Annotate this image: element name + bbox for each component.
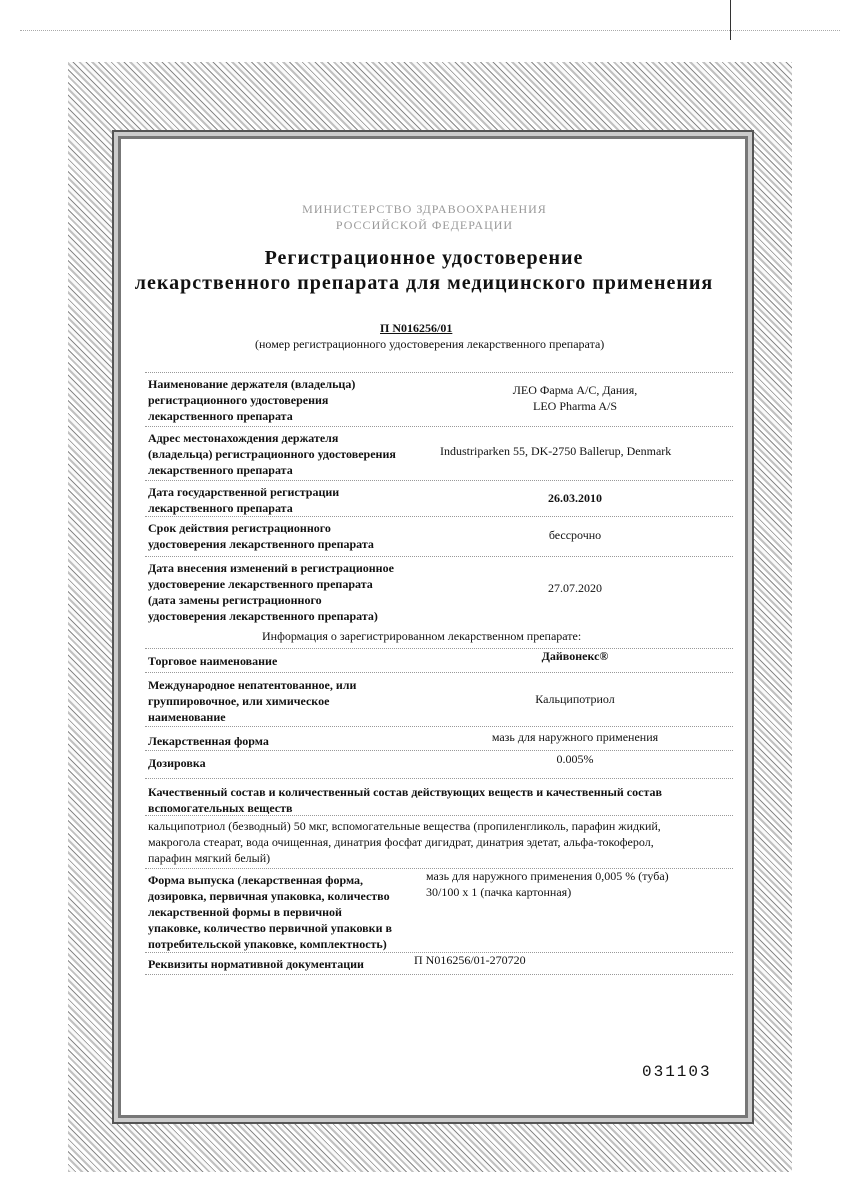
ministry-name: МИНИСТЕРСТВО ЗДРАВООХРАНЕНИЯ	[302, 202, 547, 216]
divider	[145, 672, 733, 673]
divider	[145, 556, 733, 557]
trade-name-label: Торговое наименование	[148, 654, 278, 668]
change-date-label: Дата внесения изменений в регистрационное удостоверение лекарственного препарата (дата замены регистрационного удостоверения лекарственного препарата)	[148, 561, 394, 623]
divider	[145, 778, 733, 779]
inn-value: Кальципотриол	[535, 692, 615, 706]
ministry-country: РОССИЙСКОЙ ФЕДЕРАЦИИ	[335, 218, 514, 232]
dosage-value: 0.005%	[556, 752, 594, 766]
divider	[145, 815, 733, 816]
inn-label: Международное непатентованное, или группировочное, или химическое наименование	[148, 678, 357, 724]
requisites-label: Реквизиты нормативной документации	[148, 957, 364, 971]
scan-edge-line	[730, 0, 731, 40]
info-header: Информация о зарегистрированном лекарственном препарате:	[262, 629, 582, 643]
address-value: Industriparken 55, DK-2750 Ballerup, Denmark	[440, 444, 672, 458]
divider	[145, 516, 733, 517]
validity-label: Срок действия регистрационного удостоверения лекарственного препарата	[148, 521, 374, 551]
scan-noise-line	[20, 30, 840, 31]
release-form-value: мазь для наружного применения 0,005 % (туба) 30/100 х 1 (пачка картонная)	[426, 869, 669, 899]
composition-heading: Качественный состав и количественный состав действующих веществ и качественный состав вспомогательных веществ	[148, 785, 662, 815]
registration-number: П N016256/01	[380, 321, 453, 335]
doc-title-line2: лекарственного препарата для медицинского применения	[134, 272, 714, 294]
holder-label: Наименование держателя (владельца) регистрационного удостоверения лекарственного препарата	[148, 377, 356, 423]
address-label: Адрес местонахождения держателя (владельца) регистрационного удостоверения лекарственного препарата	[148, 431, 396, 477]
validity-value: бессрочно	[548, 528, 602, 542]
divider	[145, 426, 733, 427]
divider	[145, 480, 733, 481]
dosage-form-value: мазь для наружного применения	[491, 730, 659, 744]
requisites-value: П N016256/01-270720	[414, 953, 526, 967]
dosage-label: Дозировка	[148, 756, 206, 770]
dosage-form-label: Лекарственная форма	[148, 734, 269, 748]
change-date-value: 27.07.2020	[548, 581, 602, 595]
serial-number: 031103	[642, 1063, 712, 1081]
composition-text: кальципотриол (безводный) 50 мкг, вспомогательные вещества (пропиленгликоль, парафин жидкий, макрогола стеарат, вода очищенная, динатрия фосфат дигидрат, динатрия эдетат, альфа-токоферол, парафин мягкий белый)	[148, 819, 661, 865]
trade-name-value: Дайвонекс®	[541, 649, 609, 663]
divider	[145, 726, 733, 727]
release-form-label: Форма выпуска (лекарственная форма, дозировка, первичная упаковка, количество лекарственной формы в первичной упаковке, количество первичной упаковки в потребительской упаковке, комплектность)	[148, 873, 392, 951]
registration-date-label: Дата государственной регистрации лекарственного препарата	[148, 485, 340, 515]
divider	[145, 974, 733, 975]
doc-title-line1: Регистрационное удостоверение	[264, 247, 584, 269]
registration-number-caption: (номер регистрационного удостоверения лекарственного препарата)	[255, 337, 605, 351]
registration-date-value: 26.03.2010	[548, 491, 602, 505]
divider	[145, 372, 733, 373]
holder-value: ЛЕО Фарма А/С, Дания, LEO Pharma A/S	[512, 383, 638, 413]
